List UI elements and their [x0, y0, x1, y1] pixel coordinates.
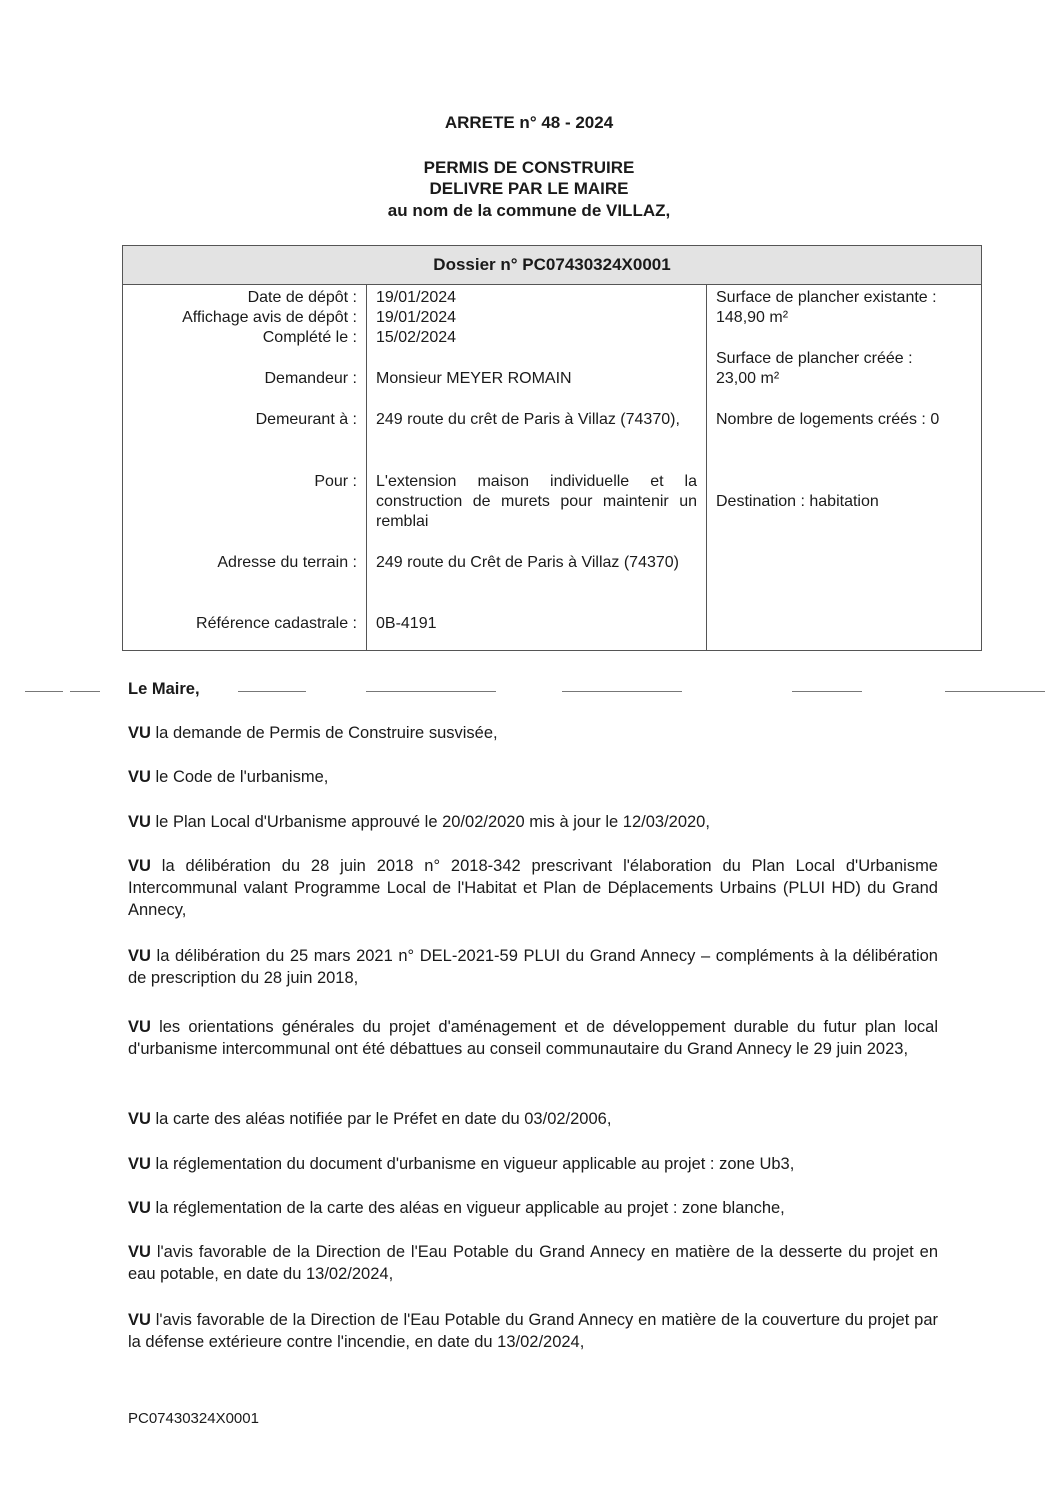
vu-item: VU la délibération du 25 mars 2021 n° DEL-2021-59 PLUI du Grand Annecy – compléments à la délibération de prescription du 28 juin 2018, [128, 947, 938, 987]
vu-item: VU la délibération du 28 juin 2018 n° 2018-342 prescrivant l'élaboration du Plan Local d'Urbanisme Intercommunal valant Programme Local de l'Habitat et Plan de Déplacements Urbains (PLUI HD) du Grand Annecy, [128, 857, 938, 919]
label-date-depot: Date de dépôt : [247, 289, 357, 306]
column-divider [366, 285, 367, 650]
value-adresse: 249 route du Crêt de Paris à Villaz (74370) [376, 554, 679, 571]
vu-label: VU [128, 1155, 151, 1173]
footer-reference: PC07430324X0001 [128, 1410, 259, 1427]
label-reference: Référence cadastrale : [196, 615, 357, 632]
vu-item: VU le Plan Local d'Urbanisme approuvé le 20/02/2020 mis à jour le 12/03/2020, [128, 813, 710, 831]
value-demeurant: 249 route du crêt de Paris à Villaz (74370), [376, 411, 680, 428]
dossier-title: Dossier n° PC07430324X0001 [123, 246, 981, 285]
vu-item: VU la carte des aléas notifiée par le Préfet en date du 03/02/2006, [128, 1110, 612, 1128]
vu-label: VU [128, 857, 151, 875]
vu-label: VU [128, 724, 151, 742]
vu-label: VU [128, 768, 151, 786]
value-date-depot: 19/01/2024 [376, 289, 457, 306]
vu-item: VU l'avis favorable de la Direction de l'Eau Potable du Grand Annecy en matière de la desserte du projet en eau potable, en date du 13/02/2024, [128, 1243, 938, 1283]
vu-label: VU [128, 813, 151, 831]
label-demeurant: Demeurant à : [255, 411, 357, 428]
value-complete: 15/02/2024 [376, 329, 457, 346]
value-reference: 0B-4191 [376, 615, 437, 632]
label-affichage: Affichage avis de dépôt : [182, 309, 357, 326]
vu-label: VU [128, 947, 151, 965]
scan-artifact-line [945, 691, 1045, 692]
value-demandeur: Monsieur MEYER ROMAIN [376, 370, 572, 387]
le-maire: Le Maire, [128, 680, 200, 698]
vu-label: VU [128, 1311, 151, 1329]
scan-artifact-line [70, 691, 100, 692]
vu-label: VU [128, 1018, 151, 1036]
surface-existante-value: 148,90 m² [716, 309, 789, 326]
destination: Destination : habitation [716, 493, 879, 510]
label-pour: Pour : [314, 473, 357, 490]
vu-item: VU la réglementation de la carte des aléas en vigueur applicable au projet : zone blanche, [128, 1199, 785, 1217]
value-affichage: 19/01/2024 [376, 309, 457, 326]
vu-item: VU le Code de l'urbanisme, [128, 768, 329, 786]
vu-item: VU les orientations générales du projet d'aménagement et de développement durable du futur plan local d'urbanisme intercommunal ont été débattues au conseil communautaire du Grand Annecy le 29 juin 2023, [128, 1018, 938, 1058]
surface-creee-label: Surface de plancher créée : [716, 350, 913, 367]
surface-creee-value: 23,00 m² [716, 370, 780, 387]
logements-crees: Nombre de logements créés : 0 [716, 411, 940, 428]
column-divider [706, 285, 707, 650]
vu-item: VU l'avis favorable de la Direction de l'Eau Potable du Grand Annecy en matière de la couverture du projet par la défense extérieure contre l'incendie, en date du 13/02/2024, [128, 1311, 938, 1351]
permit-title: PERMIS DE CONSTRUIRE [423, 158, 635, 177]
label-adresse: Adresse du terrain : [217, 554, 357, 571]
permit-subtitle: DELIVRE PAR LE MAIRE [429, 179, 629, 198]
dossier-table [122, 245, 982, 651]
vu-label: VU [128, 1243, 151, 1261]
label-complete: Complété le : [262, 329, 357, 346]
commune-line: au nom de la commune de VILLAZ, [387, 201, 671, 220]
vu-item: VU la réglementation du document d'urbanisme en vigueur applicable au projet : zone Ub3, [128, 1155, 795, 1173]
vu-item: VU la demande de Permis de Construire susvisée, [128, 724, 498, 742]
scan-artifact-line [25, 691, 63, 692]
label-demandeur: Demandeur : [264, 370, 357, 387]
surface-existante-label: Surface de plancher existante : [716, 289, 937, 306]
value-pour: L'extension maison individuelle et la construction de murets pour maintenir un remblai [376, 473, 697, 530]
arrete-number: ARRETE n° 48 - 2024 [444, 113, 614, 132]
vu-label: VU [128, 1110, 151, 1128]
vu-label: VU [128, 1199, 151, 1217]
